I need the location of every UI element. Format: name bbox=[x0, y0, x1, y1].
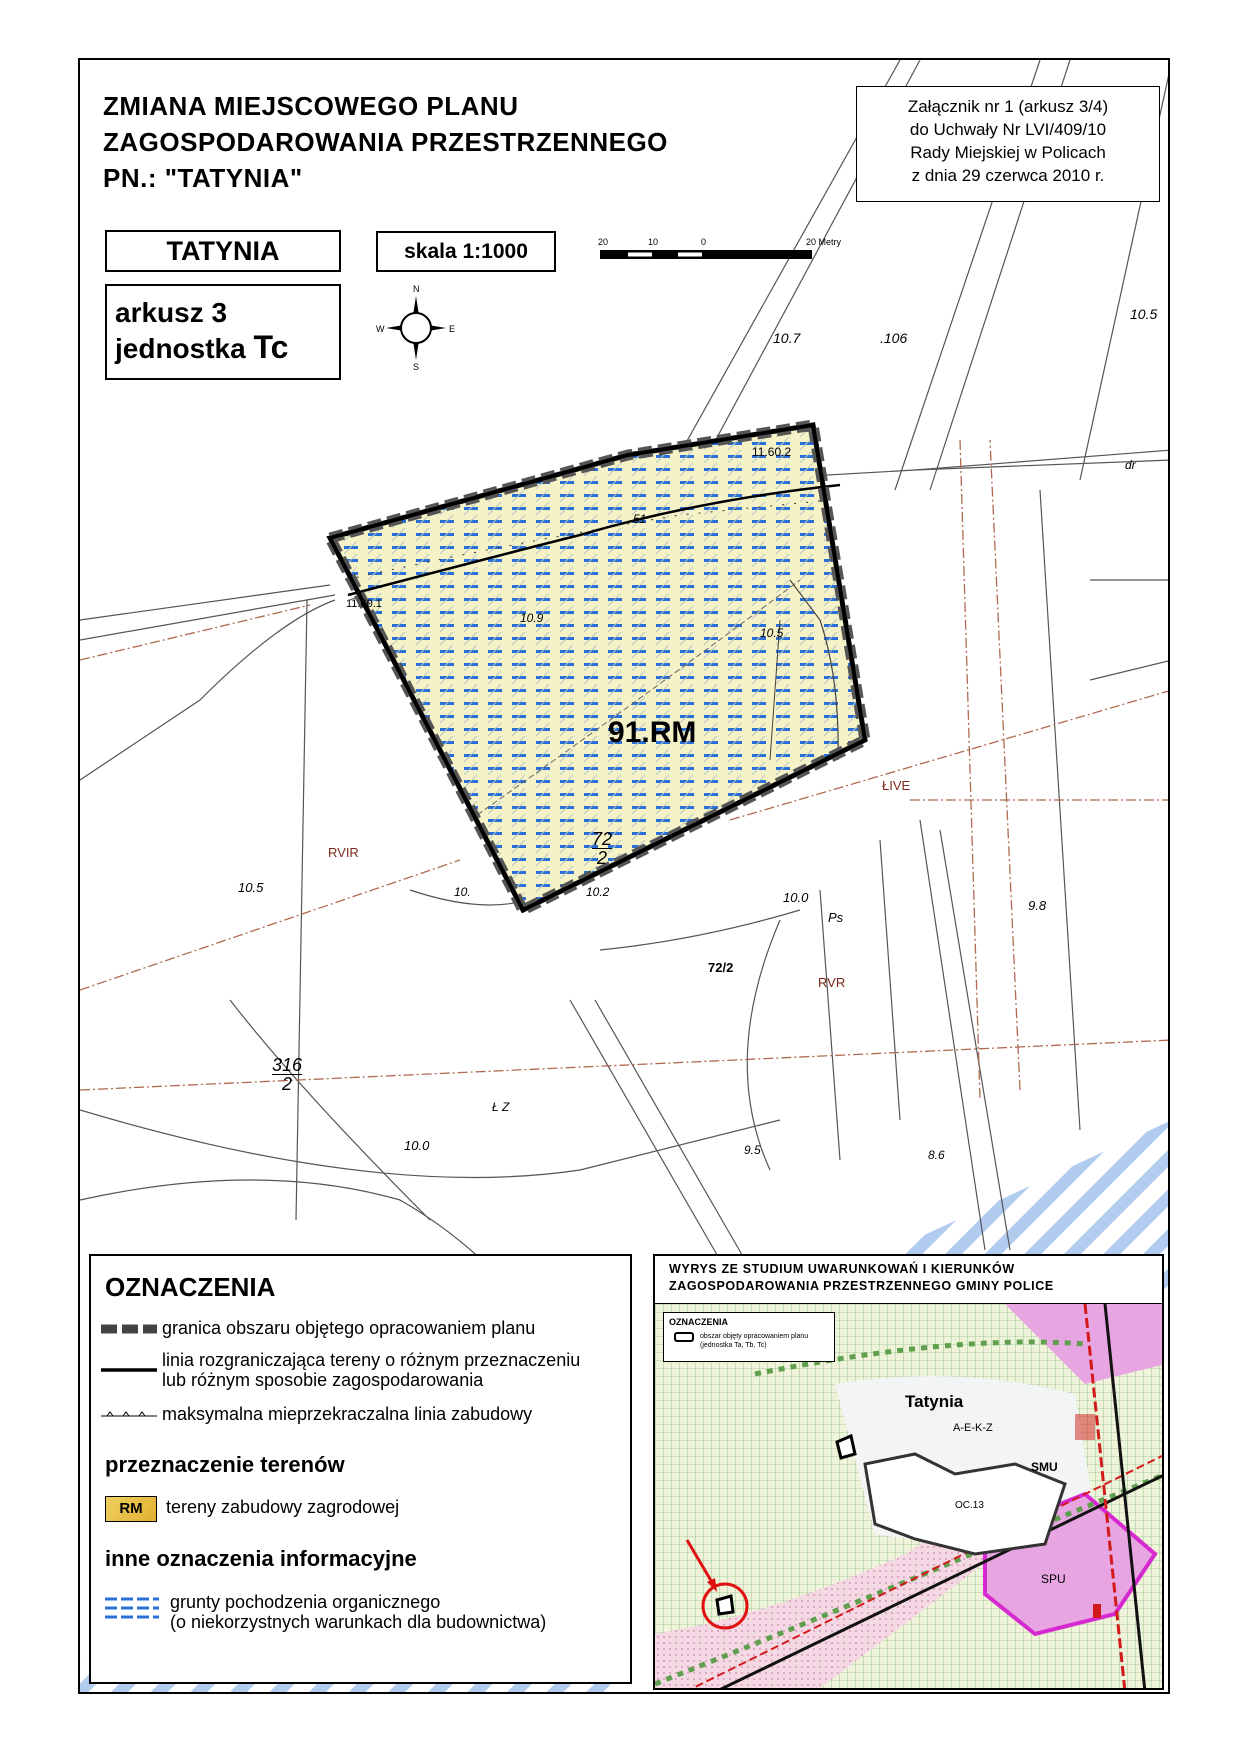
legend-item-line bbox=[101, 1350, 580, 1390]
dashed-boundary-icon bbox=[101, 1323, 157, 1335]
map-label: 10.9 bbox=[520, 611, 544, 625]
map-label: Ł Z bbox=[492, 1100, 510, 1114]
area-label: 91.RM bbox=[608, 716, 697, 749]
study-label: A-E-K-Z bbox=[953, 1422, 993, 1434]
scale-bar bbox=[598, 236, 858, 266]
compass-south: S bbox=[413, 362, 420, 372]
compass-north: N bbox=[413, 284, 420, 294]
study-excerpt-panel bbox=[653, 1254, 1164, 1690]
map-label: 9.5 bbox=[744, 1143, 761, 1157]
map-label: ŁIVE bbox=[882, 778, 911, 793]
legend-item-organic bbox=[105, 1592, 546, 1632]
annex-line: do Uchwały Nr LVI/409/10 bbox=[909, 120, 1107, 139]
study-label: SMU bbox=[1031, 1460, 1058, 1474]
annex-line: Załącznik nr 1 (arkusz 3/4) bbox=[907, 97, 1109, 116]
scale-label: 20 bbox=[598, 237, 609, 247]
map-label: 10. bbox=[454, 885, 471, 899]
compass-rose-icon bbox=[376, 282, 456, 372]
parcel-numerator: 316 bbox=[272, 1055, 303, 1075]
legend-item-building-line bbox=[101, 1404, 532, 1424]
study-title-line: WYRYS ZE STUDIUM UWARUNKOWAŃ I KIERUNKÓW bbox=[669, 1262, 1015, 1276]
map-label: Ps bbox=[828, 910, 844, 925]
map-label: 10.7 bbox=[773, 330, 801, 346]
legend-section-title: przeznaczenie terenów bbox=[105, 1452, 345, 1477]
study-legend-text: obszar objęty opracowaniem planu (jednostka Ta, Tb, Tc) bbox=[700, 1333, 809, 1349]
plan-area-symbol bbox=[674, 1332, 694, 1342]
legend-item-boundary bbox=[101, 1318, 535, 1338]
plan-title bbox=[103, 88, 668, 196]
legend-text-line: grunty pochodzenia organicznego bbox=[170, 1592, 441, 1612]
compass-west: W bbox=[376, 324, 385, 334]
scale-label: 10 bbox=[648, 237, 659, 247]
solid-line-icon bbox=[101, 1364, 157, 1376]
scale-label: 0 bbox=[701, 237, 707, 247]
legend-text bbox=[162, 1350, 580, 1390]
map-label: 10.0 bbox=[783, 890, 809, 905]
unit-line bbox=[115, 330, 339, 366]
study-label: OC.13 bbox=[955, 1500, 984, 1511]
organic-soil-icon bbox=[105, 1594, 159, 1622]
map-label: RVIR bbox=[328, 845, 359, 860]
map-sheet bbox=[78, 58, 1170, 1694]
legend-text: maksymalna mieprzekraczalna linia zabudowy bbox=[162, 1404, 533, 1424]
map-label: dr bbox=[1125, 458, 1136, 472]
study-label: SPU bbox=[1041, 1572, 1066, 1586]
unit-code: Tc bbox=[253, 329, 289, 365]
sheet-box bbox=[105, 284, 341, 380]
map-label: 10.5 bbox=[1130, 306, 1158, 322]
map-label: 8.6 bbox=[928, 1148, 945, 1162]
rm-swatch: RM bbox=[105, 1496, 157, 1522]
building-line-icon bbox=[101, 1409, 157, 1421]
legend-item-rm bbox=[105, 1496, 399, 1522]
map-label: 10.0 bbox=[404, 1138, 430, 1153]
parcel-number-left bbox=[272, 1056, 302, 1093]
annex-line: Rady Miejskiej w Policach bbox=[910, 143, 1106, 162]
study-label: Tatynia bbox=[905, 1392, 964, 1411]
legend-text-line: (o niekorzystnych warunkach dla budownictwa) bbox=[170, 1612, 547, 1632]
legend-text: tereny zabudowy zagrodowej bbox=[166, 1497, 400, 1517]
legend-section-title: inne oznaczenia informacyjne bbox=[105, 1546, 417, 1571]
sheet-number: arkusz 3 bbox=[115, 297, 228, 328]
scale-box: skala 1:1000 bbox=[376, 231, 556, 272]
study-legend-title: OZNACZENIA bbox=[669, 1317, 728, 1327]
study-title bbox=[655, 1256, 1162, 1304]
map-label: 10.5 bbox=[238, 880, 264, 895]
parcel-numerator: 72 bbox=[592, 829, 613, 849]
compass-east: E bbox=[449, 324, 456, 334]
map-label: 10.5 bbox=[760, 626, 784, 640]
map-label: .106 bbox=[880, 330, 908, 346]
map-label: 10.2 bbox=[586, 885, 610, 899]
title-line: ZMIANA MIEJSCOWEGO PLANU bbox=[103, 91, 519, 121]
scale-label: 20 Metry bbox=[806, 237, 842, 247]
study-title-line: ZAGOSPODAROWANIA PRZESTRZENNEGO GMINY POLICE bbox=[669, 1279, 1054, 1293]
title-line: PN.: "TATYNIA" bbox=[103, 163, 303, 193]
legend-text-line: linia rozgraniczająca tereny o różnym przeznaczeniu bbox=[162, 1350, 581, 1370]
legend-text: granica obszaru objętego opracowaniem planu bbox=[162, 1318, 536, 1338]
unit-label: jednostka bbox=[115, 333, 246, 364]
map-label: 9.8 bbox=[1028, 898, 1047, 913]
parcel-denominator: 2 bbox=[282, 1074, 293, 1094]
title-line: ZAGOSPODAROWANIA PRZESTRZENNEGO bbox=[103, 127, 668, 157]
map-label: RVR bbox=[818, 975, 846, 990]
map-label: 51 bbox=[633, 512, 647, 526]
annex-box bbox=[856, 86, 1160, 202]
annex-line: z dnia 29 czerwca 2010 r. bbox=[911, 166, 1105, 185]
legend-panel bbox=[89, 1254, 632, 1684]
map-label: 11.60.2 bbox=[752, 445, 792, 459]
legend-text bbox=[170, 1592, 546, 1632]
parcel-denominator: 2 bbox=[597, 848, 608, 868]
legend-title: OZNACZENIA bbox=[105, 1272, 276, 1302]
map-label: 72/2 bbox=[708, 960, 734, 975]
parcel-number-main bbox=[592, 830, 612, 867]
place-name-box: TATYNIA bbox=[105, 230, 341, 272]
legend-text-line: lub różnym sposobie zagospodarowania bbox=[162, 1370, 484, 1390]
study-mini-legend bbox=[663, 1312, 835, 1362]
map-label: 11.60.1 bbox=[346, 598, 382, 610]
